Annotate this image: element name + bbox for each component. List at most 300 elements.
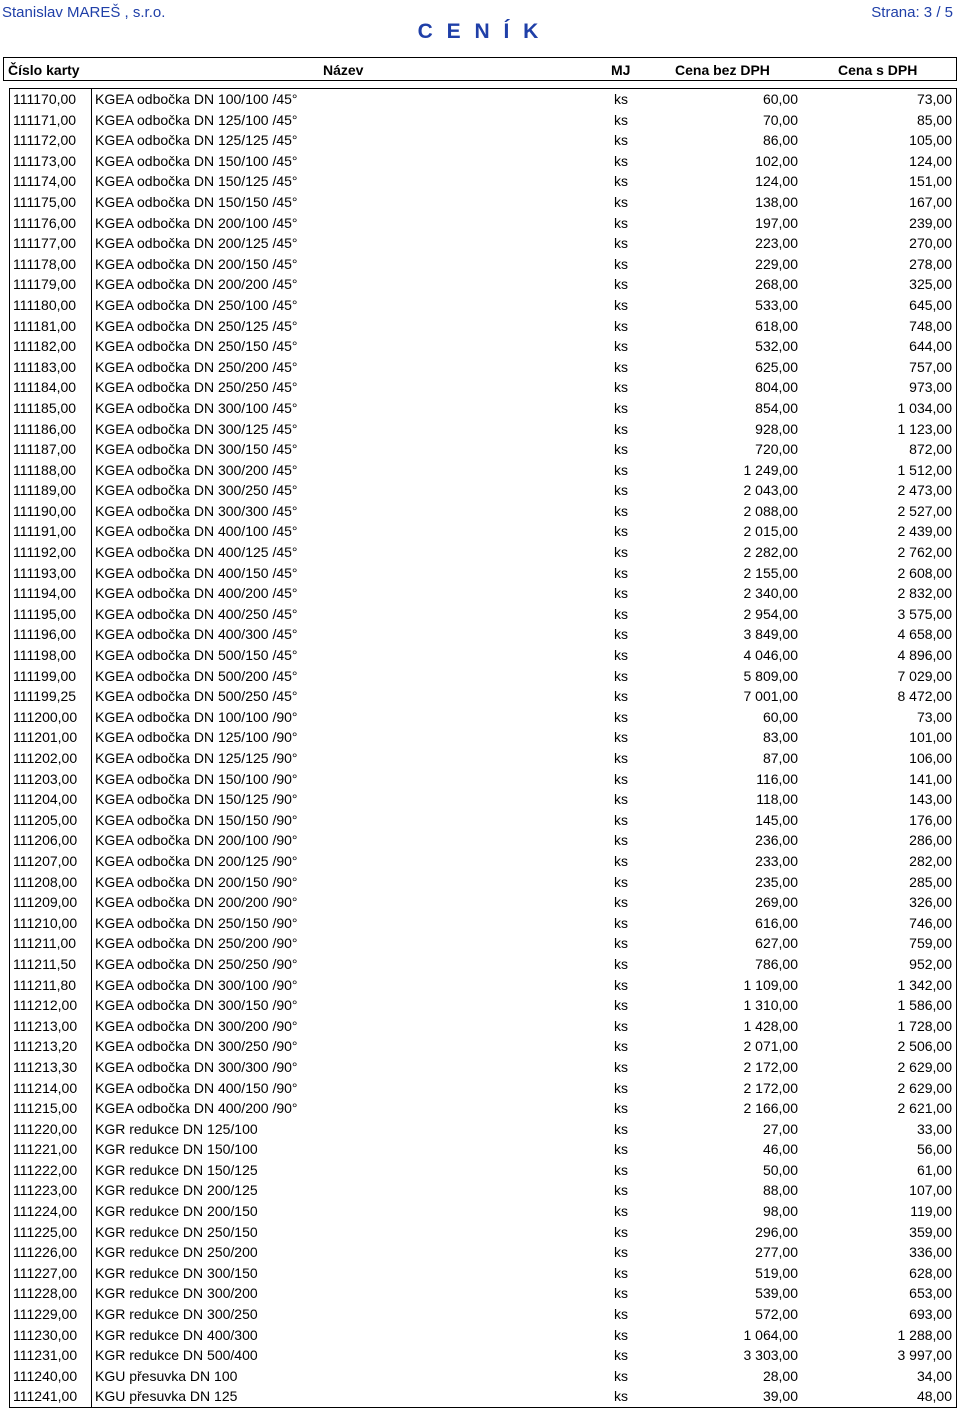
item-price-gross: 1 034,00: [897, 399, 952, 416]
item-name: KGEA odbočka DN 150/125 /45°: [95, 173, 298, 190]
table-row: [10, 521, 956, 542]
item-code: 111184,00: [13, 379, 77, 396]
item-price-gross: 1 342,00: [897, 976, 952, 993]
table-row: [10, 995, 956, 1016]
item-name: KGR redukce DN 200/150: [95, 1203, 258, 1220]
item-name: KGEA odbočka DN 200/100 /90°: [95, 832, 298, 849]
item-price-gross: 106,00: [909, 750, 952, 766]
table-row: [10, 1263, 956, 1284]
item-name: KGU přesuvka DN 125: [95, 1388, 238, 1405]
table-row: [10, 419, 956, 440]
item-unit: ks: [614, 358, 628, 375]
item-price-gross: 124,00: [909, 152, 952, 169]
item-code: 111211,00: [13, 935, 77, 952]
table-header: [3, 57, 957, 81]
item-code: 111174,00: [13, 173, 77, 190]
item-price-gross: 759,00: [909, 935, 952, 952]
item-name: KGR redukce DN 150/125: [95, 1161, 258, 1178]
item-price-net: 296,00: [755, 1223, 798, 1240]
item-code: 111185,00: [13, 399, 77, 416]
item-price-net: 88,00: [762, 1182, 798, 1199]
item-price-gross: 326,00: [909, 894, 952, 911]
item-unit: ks: [614, 523, 628, 540]
item-unit: ks: [614, 791, 628, 808]
item-unit: ks: [614, 914, 628, 931]
item-unit: ks: [614, 461, 628, 478]
table-row: [10, 480, 956, 501]
item-name: KGR redukce DN 300/150: [95, 1264, 258, 1281]
table-row: [10, 89, 956, 110]
item-name: KGEA odbočka DN 300/300 /90°: [95, 1058, 298, 1075]
item-name: KGR redukce DN 300/250: [95, 1306, 258, 1323]
item-price-net: 533,00: [755, 296, 798, 313]
item-unit: ks: [614, 1326, 628, 1343]
table-row: [10, 130, 956, 151]
item-code: 111171,00: [13, 111, 77, 128]
table-row: [10, 1345, 956, 1366]
item-price-gross: 48,00: [916, 1388, 952, 1405]
item-name: KGR redukce DN 125/100: [95, 1120, 258, 1137]
item-price-net: 572,00: [755, 1306, 798, 1323]
item-unit: ks: [614, 317, 628, 334]
item-price-net: 2 954,00: [743, 605, 798, 622]
item-unit: ks: [614, 667, 628, 684]
item-code: 111209,00: [13, 894, 78, 911]
item-name: KGEA odbočka DN 300/250 /45°: [95, 482, 298, 499]
item-price-gross: 2 608,00: [897, 564, 952, 581]
item-code: 111178,00: [13, 255, 77, 272]
item-unit: ks: [614, 1120, 628, 1137]
item-name: KGR redukce DN 300/200: [95, 1285, 258, 1302]
table-row: [10, 254, 956, 275]
item-price-net: 616,00: [755, 914, 798, 931]
item-price-gross: 73,00: [916, 708, 952, 725]
table-row: [10, 666, 956, 687]
item-price-net: 3 849,00: [743, 626, 798, 643]
item-price-gross: 119,00: [910, 1203, 952, 1220]
item-price-gross: 2 527,00: [897, 502, 952, 519]
item-price-gross: 61,00: [916, 1161, 952, 1178]
item-price-net: 786,00: [755, 955, 798, 972]
table-row: [10, 213, 956, 234]
item-price-net: 2 166,00: [743, 1100, 798, 1117]
item-unit: ks: [614, 132, 628, 149]
item-price-net: 60,00: [762, 708, 798, 725]
item-name: KGEA odbočka DN 500/250 /45°: [95, 688, 298, 705]
item-unit: ks: [614, 585, 628, 602]
item-code: 111211,80: [13, 976, 77, 993]
item-unit: ks: [614, 605, 628, 622]
item-price-net: 627,00: [755, 935, 798, 952]
item-price-net: 854,00: [755, 399, 798, 416]
item-name: KGEA odbočka DN 500/200 /45°: [95, 667, 298, 684]
item-price-net: 98,00: [762, 1203, 798, 1220]
item-code: 111196,00: [13, 626, 77, 643]
item-unit: ks: [614, 1079, 628, 1096]
item-price-net: 87,00: [762, 750, 798, 766]
item-code: 111181,00: [13, 317, 77, 334]
item-price-net: 618,00: [755, 317, 798, 334]
item-price-net: 277,00: [755, 1244, 798, 1261]
item-price-net: 235,00: [755, 873, 798, 890]
item-unit: ks: [614, 564, 628, 581]
table-row: [10, 872, 956, 893]
item-unit: ks: [614, 1388, 628, 1405]
table-row: [10, 357, 956, 378]
item-price-gross: 239,00: [909, 214, 952, 231]
table-row: [10, 1366, 956, 1387]
item-price-gross: 141,00: [909, 770, 952, 787]
item-unit: ks: [614, 976, 628, 993]
item-code: 111199,00: [13, 667, 77, 684]
item-price-gross: 285,00: [909, 873, 952, 890]
table-row: [10, 892, 956, 913]
column-header-name: Název: [323, 62, 364, 78]
item-name: KGEA odbočka DN 200/200 /90°: [95, 894, 298, 911]
item-unit: ks: [614, 111, 628, 128]
table-row: [10, 645, 956, 666]
table-row: [10, 954, 956, 975]
item-unit: ks: [614, 1100, 628, 1117]
table-row: [10, 851, 956, 872]
item-price-gross: 286,00: [909, 832, 952, 849]
item-code: 111190,00: [13, 502, 77, 519]
item-price-net: 268,00: [755, 276, 798, 293]
item-unit: ks: [614, 647, 628, 664]
item-price-gross: 1 586,00: [897, 997, 952, 1014]
item-price-net: 4 046,00: [743, 647, 798, 664]
item-price-gross: 757,00: [909, 358, 952, 375]
item-name: KGEA odbočka DN 300/100 /45°: [95, 399, 298, 416]
item-unit: ks: [614, 1306, 628, 1323]
table-row: [10, 727, 956, 748]
item-unit: ks: [614, 1017, 628, 1034]
item-name: KGEA odbočka DN 300/200 /90°: [95, 1017, 298, 1034]
item-price-gross: 973,00: [909, 379, 952, 396]
item-name: KGU přesuvka DN 100: [95, 1367, 238, 1384]
table-row: [10, 933, 956, 954]
item-price-net: 1 249,00: [743, 461, 798, 478]
item-unit: ks: [614, 997, 628, 1014]
column-header-unit: MJ: [611, 62, 631, 78]
item-name: KGEA odbočka DN 125/125 /90°: [95, 750, 298, 766]
item-name: KGR redukce DN 250/150: [95, 1223, 258, 1240]
item-code: 111188,00: [13, 461, 77, 478]
item-price-gross: 2 473,00: [897, 482, 952, 499]
table-row: [10, 1304, 956, 1325]
item-unit: ks: [614, 379, 628, 396]
table-row: [10, 1119, 956, 1140]
item-price-gross: 2 439,00: [897, 523, 952, 540]
item-name: KGEA odbočka DN 400/100 /45°: [95, 523, 298, 540]
item-price-net: 2 043,00: [743, 482, 798, 499]
item-price-net: 539,00: [755, 1285, 798, 1302]
item-price-gross: 4 896,00: [897, 647, 952, 664]
table-row: [10, 110, 956, 131]
item-price-net: 720,00: [755, 441, 798, 458]
table-row: [10, 1386, 956, 1407]
item-unit: ks: [614, 1038, 628, 1055]
item-code: 111203,00: [13, 770, 78, 787]
item-price-net: 28,00: [762, 1367, 798, 1384]
item-price-net: 86,00: [762, 132, 798, 149]
item-code: 111173,00: [13, 152, 77, 169]
item-price-net: 1 064,00: [743, 1326, 798, 1343]
item-price-gross: 2 621,00: [897, 1100, 952, 1117]
item-unit: ks: [614, 91, 628, 107]
table-row: [10, 336, 956, 357]
item-unit: ks: [614, 1285, 628, 1302]
item-code: 111214,00: [13, 1079, 78, 1096]
item-name: KGEA odbočka DN 200/125 /45°: [95, 235, 298, 252]
item-price-gross: 101,00: [909, 729, 952, 746]
item-code: 111202,00: [13, 750, 78, 766]
item-price-gross: 748,00: [909, 317, 952, 334]
item-code: 111215,00: [13, 1100, 78, 1117]
item-unit: ks: [614, 173, 628, 190]
item-code: 111212,00: [13, 997, 78, 1014]
item-name: KGEA odbočka DN 300/200 /45°: [95, 461, 298, 478]
item-name: KGEA odbočka DN 150/150 /90°: [95, 811, 298, 828]
item-unit: ks: [614, 955, 628, 972]
item-name: KGEA odbočka DN 150/125 /90°: [95, 791, 298, 808]
table-row: [10, 1325, 956, 1346]
item-price-net: 519,00: [755, 1264, 798, 1281]
item-unit: ks: [614, 255, 628, 272]
item-name: KGEA odbočka DN 400/150 /90°: [95, 1079, 298, 1096]
item-name: KGEA odbočka DN 300/300 /45°: [95, 502, 298, 519]
table-row: [10, 789, 956, 810]
item-code: 111206,00: [13, 832, 78, 849]
item-code: 111213,30: [13, 1058, 78, 1075]
item-price-net: 83,00: [762, 729, 798, 746]
item-code: 111175,00: [13, 193, 77, 210]
table-row: [10, 913, 956, 934]
page-title: C E N Í K: [417, 20, 543, 43]
table-row: [10, 810, 956, 831]
column-header-price-gross: Cena s DPH: [838, 62, 918, 78]
item-name: KGEA odbočka DN 250/150 /45°: [95, 338, 298, 355]
item-unit: ks: [614, 1223, 628, 1240]
item-name: KGEA odbočka DN 300/150 /90°: [95, 997, 298, 1014]
item-code: 111230,00: [13, 1326, 78, 1343]
item-code: 111180,00: [13, 296, 77, 313]
item-code: 111204,00: [13, 791, 78, 808]
item-name: KGEA odbočka DN 200/150 /45°: [95, 255, 298, 272]
item-name: KGEA odbočka DN 300/125 /45°: [95, 420, 298, 437]
item-price-net: 7 001,00: [743, 688, 798, 705]
item-name: KGR redukce DN 400/300: [95, 1326, 258, 1343]
item-code: 111229,00: [13, 1306, 78, 1323]
item-price-net: 928,00: [755, 420, 798, 437]
table-row: [10, 707, 956, 728]
item-unit: ks: [614, 276, 628, 293]
item-name: KGEA odbočka DN 400/125 /45°: [95, 544, 298, 561]
item-price-net: 116,00: [756, 770, 798, 787]
table-row: [10, 748, 956, 769]
item-code: 111213,00: [13, 1017, 78, 1034]
table-row: [10, 192, 956, 213]
item-price-gross: 2 629,00: [897, 1079, 952, 1096]
item-price-gross: 2 762,00: [897, 544, 952, 561]
item-price-gross: 2 832,00: [897, 585, 952, 602]
item-code: 111198,00: [13, 647, 77, 664]
item-unit: ks: [614, 1244, 628, 1261]
item-price-net: 197,00: [755, 214, 798, 231]
item-code: 111211,50: [13, 955, 77, 972]
item-price-gross: 8 472,00: [897, 688, 952, 705]
item-name: KGR redukce DN 150/100: [95, 1141, 258, 1158]
item-name: KGEA odbočka DN 250/250 /90°: [95, 955, 298, 972]
table-row: [10, 398, 956, 419]
item-unit: ks: [614, 873, 628, 890]
item-code: 111222,00: [13, 1161, 78, 1178]
table-row: [10, 769, 956, 790]
item-price-net: 2 172,00: [743, 1079, 798, 1096]
item-price-gross: 282,00: [909, 852, 952, 869]
item-code: 111208,00: [13, 873, 78, 890]
page-header: [0, 0, 960, 56]
item-price-net: 5 809,00: [743, 667, 798, 684]
column-header-price-net: Cena bez DPH: [675, 62, 770, 78]
item-price-net: 2 155,00: [743, 564, 798, 581]
item-code: 111231,00: [13, 1347, 78, 1364]
item-name: KGEA odbočka DN 200/200 /45°: [95, 276, 298, 293]
item-name: KGR redukce DN 200/125: [95, 1182, 258, 1199]
item-code: 111205,00: [13, 811, 78, 828]
item-price-net: 1 428,00: [743, 1017, 798, 1034]
item-price-net: 46,00: [762, 1141, 798, 1158]
item-price-gross: 151,00: [909, 173, 952, 190]
item-unit: ks: [614, 214, 628, 231]
item-unit: ks: [614, 235, 628, 252]
item-unit: ks: [614, 1182, 628, 1199]
table-row: [10, 439, 956, 460]
item-unit: ks: [614, 502, 628, 519]
item-price-gross: 143,00: [909, 791, 952, 808]
item-code: 111220,00: [13, 1120, 78, 1137]
table-row: [10, 151, 956, 172]
table-row: [10, 501, 956, 522]
item-code: 111193,00: [13, 564, 77, 581]
item-price-gross: 872,00: [909, 441, 952, 458]
item-unit: ks: [614, 688, 628, 705]
item-price-gross: 7 029,00: [897, 667, 952, 684]
item-code: 111194,00: [13, 585, 77, 602]
item-code: 111182,00: [13, 338, 77, 355]
company-name: Stanislav MAREŠ , s.r.o.: [2, 4, 166, 21]
table-row: [10, 1078, 956, 1099]
item-name: KGEA odbočka DN 100/100 /90°: [95, 708, 298, 725]
item-name: KGEA odbočka DN 250/200 /45°: [95, 358, 298, 375]
item-price-net: 2 015,00: [743, 523, 798, 540]
item-price-gross: 1 288,00: [897, 1326, 952, 1343]
item-unit: ks: [614, 1264, 628, 1281]
item-price-gross: 693,00: [909, 1306, 952, 1323]
item-name: KGEA odbočka DN 300/250 /90°: [95, 1038, 298, 1055]
item-code: 111186,00: [13, 420, 77, 437]
item-code: 111172,00: [13, 132, 77, 149]
item-price-net: 27,00: [762, 1120, 798, 1137]
item-name: KGEA odbočka DN 400/250 /45°: [95, 605, 298, 622]
table-row: [10, 1036, 956, 1057]
item-price-gross: 3 997,00: [897, 1347, 952, 1364]
item-code: 111227,00: [13, 1264, 78, 1281]
item-price-gross: 2 506,00: [897, 1038, 952, 1055]
item-code: 111240,00: [13, 1367, 78, 1384]
item-name: KGEA odbočka DN 125/100 /90°: [95, 729, 298, 746]
item-code: 111170,00: [13, 91, 77, 107]
item-unit: ks: [614, 1203, 628, 1220]
item-price-gross: 644,00: [909, 338, 952, 355]
item-name: KGEA odbočka DN 125/125 /45°: [95, 132, 298, 149]
item-price-net: 145,00: [755, 811, 798, 828]
item-name: KGEA odbočka DN 300/100 /90°: [95, 976, 298, 993]
item-price-gross: 325,00: [909, 276, 952, 293]
item-name: KGEA odbočka DN 200/100 /45°: [95, 214, 298, 231]
item-unit: ks: [614, 852, 628, 869]
item-code: 111187,00: [13, 441, 77, 458]
item-price-gross: 56,00: [916, 1141, 952, 1158]
item-unit: ks: [614, 420, 628, 437]
item-code: 111176,00: [13, 214, 77, 231]
item-name: KGEA odbočka DN 200/125 /90°: [95, 852, 298, 869]
item-name: KGEA odbočka DN 200/150 /90°: [95, 873, 298, 890]
item-price-net: 124,00: [755, 173, 798, 190]
table-row: [10, 1222, 956, 1243]
item-price-net: 1 310,00: [743, 997, 798, 1014]
item-price-net: 60,00: [762, 91, 798, 107]
table-row: [10, 583, 956, 604]
item-unit: ks: [614, 1347, 628, 1364]
item-unit: ks: [614, 1161, 628, 1178]
item-code: 111189,00: [13, 482, 77, 499]
item-code: 111192,00: [13, 544, 77, 561]
item-price-net: 229,00: [755, 255, 798, 272]
item-price-net: 233,00: [755, 852, 798, 869]
item-name: KGR redukce DN 250/200: [95, 1244, 258, 1261]
item-unit: ks: [614, 935, 628, 952]
item-unit: ks: [614, 1367, 628, 1384]
item-price-net: 223,00: [755, 235, 798, 252]
item-name: KGEA odbočka DN 100/100 /45°: [95, 91, 298, 107]
item-name: KGEA odbočka DN 150/100 /45°: [95, 152, 298, 169]
item-unit: ks: [614, 626, 628, 643]
table-row: [10, 1057, 956, 1078]
item-unit: ks: [614, 1141, 628, 1158]
item-price-net: 2 088,00: [743, 502, 798, 519]
item-price-gross: 278,00: [909, 255, 952, 272]
table-row: [10, 1139, 956, 1160]
item-price-gross: 270,00: [909, 235, 952, 252]
item-unit: ks: [614, 399, 628, 416]
item-name: KGEA odbočka DN 150/100 /90°: [95, 770, 298, 787]
table-row: [10, 686, 956, 707]
item-code: 111224,00: [13, 1203, 78, 1220]
item-price-net: 39,00: [762, 1388, 798, 1405]
item-price-gross: 34,00: [916, 1367, 952, 1384]
item-name: KGEA odbočka DN 400/300 /45°: [95, 626, 298, 643]
item-name: KGEA odbočka DN 400/200 /45°: [95, 585, 298, 602]
item-price-net: 102,00: [755, 152, 798, 169]
item-price-gross: 1 123,00: [897, 420, 952, 437]
table-row: [10, 274, 956, 295]
table-row: [10, 830, 956, 851]
item-price-gross: 1 728,00: [897, 1017, 952, 1034]
item-price-gross: 653,00: [909, 1285, 952, 1302]
item-price-gross: 105,00: [909, 132, 952, 149]
table-row: [10, 975, 956, 996]
